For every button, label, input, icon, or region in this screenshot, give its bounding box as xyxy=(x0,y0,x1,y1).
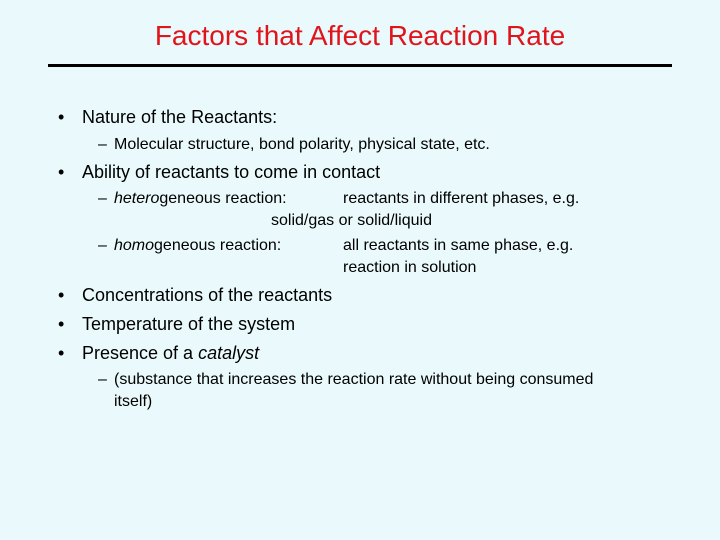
dash-marker: – xyxy=(98,371,107,388)
catalyst-def-line2: itself) xyxy=(114,393,153,410)
dash-marker: – xyxy=(98,237,107,254)
dash-marker: – xyxy=(98,136,107,153)
title-divider xyxy=(48,64,672,67)
heterogeneous-label xyxy=(114,190,287,208)
bullet-marker: • xyxy=(58,107,65,127)
homogeneous-label xyxy=(114,237,281,255)
slide-title: Factors that Affect Reaction Rate xyxy=(154,20,566,51)
heterogeneous-rest: geneous reaction: xyxy=(159,190,287,207)
heterogeneous-italic: hetero xyxy=(114,190,160,207)
bullet-text xyxy=(82,343,259,364)
heterogeneous-desc-line1: reactants in different phases, e.g. xyxy=(343,190,580,207)
bullet-text: Concentrations of the reactants xyxy=(82,285,333,305)
bullet-marker: • xyxy=(58,162,65,182)
bullet-marker: • xyxy=(58,285,65,305)
catalyst-italic: catalyst xyxy=(198,343,260,363)
bullet-text-plain: Presence of a xyxy=(82,343,199,363)
catalyst-def-line1: (substance that increases the reaction rate without being consumed xyxy=(114,371,594,388)
bullet-marker: • xyxy=(58,314,65,334)
homogeneous-desc-line1: all reactants in same phase, e.g. xyxy=(343,237,574,254)
homogeneous-italic: homo xyxy=(114,237,155,254)
bullet-text: Ability of reactants to come in contact xyxy=(82,162,381,182)
sub-bullet-text: Molecular structure, bond polarity, physical state, etc. xyxy=(114,136,490,153)
homogeneous-desc-line2: reaction in solution xyxy=(343,259,477,276)
homogeneous-rest: geneous reaction: xyxy=(154,237,282,254)
heterogeneous-desc-line2: solid/gas or solid/liquid xyxy=(271,212,432,229)
bullet-text: Temperature of the system xyxy=(82,314,296,334)
dash-marker: – xyxy=(98,190,107,207)
bullet-marker: • xyxy=(58,343,65,363)
bullet-text: Nature of the Reactants: xyxy=(82,107,278,127)
